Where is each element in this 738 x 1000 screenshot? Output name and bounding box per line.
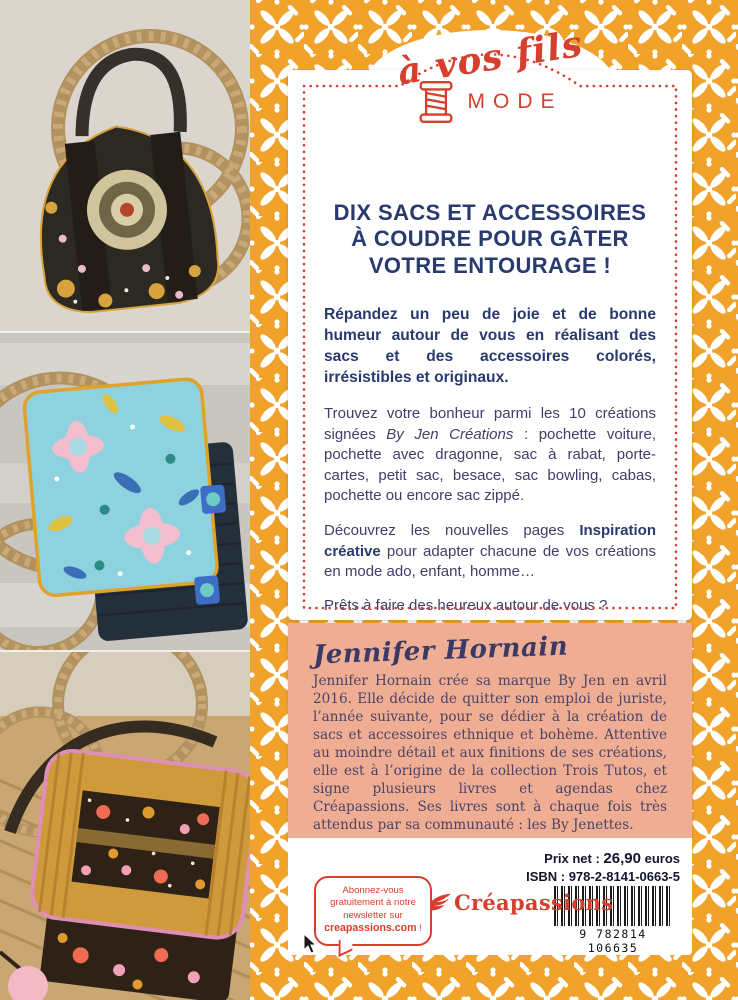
description-card <box>288 70 692 620</box>
price-line: Prix net : 26,90 euros <box>544 850 680 867</box>
price-block <box>526 849 680 885</box>
newsletter-url: creapassions.com <box>324 922 417 935</box>
intro-paragraph: Répandez un peu de joie et de bonne humeur autour de vous en réalisant des sacs et des accessoires colorés, irrésistibles et originaux. <box>324 306 656 386</box>
creations-paragraph: Trouvez votre bonheur parmi les 10 créations signées By Jen Créations : pochette voiture, pochette avec dragonne, sac à rabat, porte-cartes, petit sac, besace, sac bowling, cabas, pochette ou encore sac zippé. <box>324 405 657 504</box>
photo-floral-pouch <box>0 331 250 650</box>
brand-logo <box>288 22 692 124</box>
publisher-logo <box>424 890 613 915</box>
inspiration-paragraph: Découvrez les nouvelles pages Inspiration créative pour adapter chacune de vos créations en mode ado, enfant, homme… <box>324 522 656 581</box>
photo-bowler-bag <box>0 0 250 331</box>
publisher-name: Créapassions <box>454 890 614 915</box>
inspiration-highlight: Inspiration créative <box>324 522 656 560</box>
price-value: 26,90 <box>603 850 641 867</box>
author-bio: Jennifer Hornain crée sa marque By Jen en avril 2016. Elle décide de quitter son emploi de juriste, l’année suivante, pour se dédier à la création de sacs et accessoires ethnique et bohème. Attentive au moindre détail et aux finitions de ses créations, elle est à l’origine de la collection Trois Tutos, et signe plusieurs livres et agendas chez Créapassions. Ses livres sont à chaque fois très attendus par sa communauté : les By Jenettes. <box>313 673 667 833</box>
headline: DIX SACS ET ACCESSOIRES À COUDRE POUR GÂTER VOTRE ENTOURAGE ! <box>333 200 647 278</box>
photo-column <box>0 0 250 1000</box>
photo-ethnic-satchel <box>0 650 250 1000</box>
barcode-number: 9 782814 106635 <box>579 927 647 955</box>
author-name: Jennifer Hornain <box>312 631 569 671</box>
footer-strip <box>288 838 692 955</box>
newsletter-bubble: Abonnez-vous gratuitement à notre newsletter sur creapassions.com ! <box>314 876 432 946</box>
brand-script-text: à vos fils <box>394 22 586 94</box>
cursor-arrow-icon <box>302 934 318 954</box>
bubble-tail <box>339 934 353 957</box>
brand-mode-text: MODE <box>467 90 563 113</box>
series-name: By Jen Créations <box>386 425 514 443</box>
author-panel <box>288 623 692 838</box>
closing-line: Prêts à faire des heureux autour de vous ? <box>324 597 608 615</box>
isbn-line: ISBN : 978-2-8141-0663-5 <box>526 868 680 884</box>
